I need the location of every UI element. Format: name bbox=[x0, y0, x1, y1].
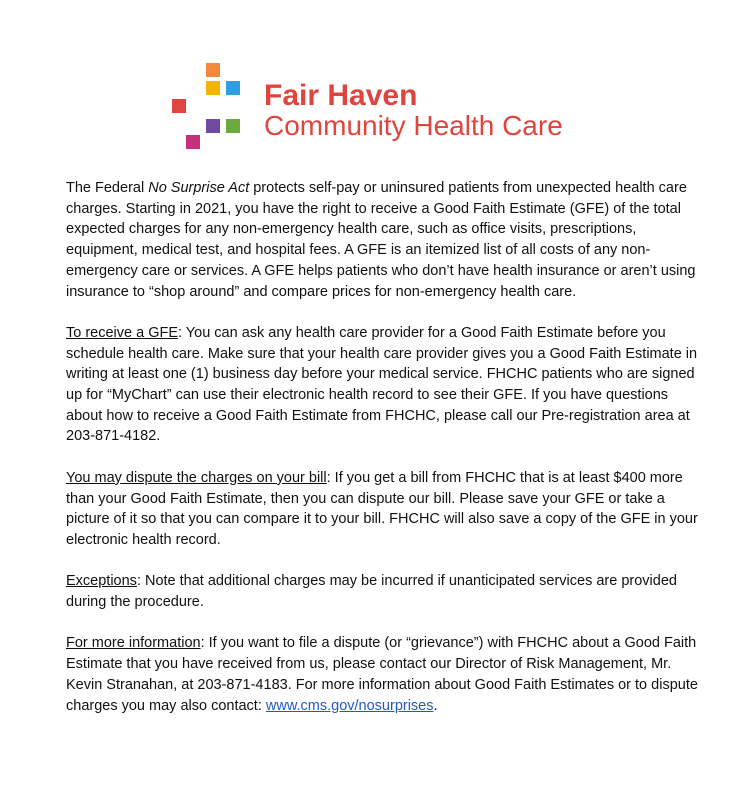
logo-square-purple bbox=[206, 119, 220, 133]
exceptions-heading: Exceptions bbox=[66, 573, 137, 590]
exceptions-text: : Note that additional charges may be incurred if unanticipated services are provided during the procedure. bbox=[66, 573, 677, 611]
logo-square-red bbox=[172, 99, 186, 113]
logo-subtitle: Community Health Care bbox=[264, 110, 563, 141]
more-info-end: . bbox=[433, 697, 438, 714]
logo-square-magenta bbox=[186, 135, 200, 149]
logo-square-green bbox=[226, 119, 240, 133]
intro-paragraph bbox=[66, 178, 706, 302]
cms-link[interactable]: www.cms.gov/nosurprises bbox=[265, 697, 434, 714]
dispute-paragraph bbox=[66, 468, 706, 551]
dispute-text: : If you get a bill from FHCHC that is at least $400 more than your Good Faith Estimate, then you can dispute our bill. Please save your GFE or take a picture of it so that you can compare it to your bill. FHCHC will also save a copy of the GFE in your electronic health record. bbox=[66, 469, 698, 548]
document-body bbox=[66, 178, 706, 737]
intro-text-2: protects self-pay or uninsured patients from unexpected health care charges. Starting in 2021, you have the right to receive a Good Faith Estimate (GFE) of the total expected charges for any non-emergency health care, such as office visits, prescriptions, equipment, medical test, and hospital fees. A GFE is an itemized list of all costs of any non-emergency care or services. A GFE helps patients who don’t have health insurance or aren’t using insurance to “shop around” and compare prices for non-emergency health care. bbox=[66, 180, 696, 300]
logo-square-orange bbox=[206, 63, 220, 77]
receive-heading: To receive a GFE bbox=[66, 324, 179, 341]
dispute-heading: You may dispute the charges on your bill bbox=[66, 469, 327, 486]
logo-square-yellow bbox=[206, 81, 220, 95]
logo-square-blue bbox=[226, 81, 240, 95]
logo-name: Fair Haven bbox=[264, 79, 418, 112]
receive-paragraph bbox=[66, 323, 706, 447]
intro-act-name: No Surprise Act bbox=[148, 180, 250, 196]
intro-text-1: The Federal bbox=[66, 180, 149, 196]
exceptions-paragraph bbox=[66, 571, 706, 612]
logo bbox=[172, 63, 602, 143]
more-info-heading: For more information bbox=[66, 635, 201, 652]
more-info-text: : If you want to file a dispute (or “grievance”) with FHCHC about a Good Faith Estimate that you have received from us, please contact our Director of Risk Management, Mr. Kevin Stranahan, at 203-871-4183. For more information about Good Faith Estimates or to dispute charges you may also contact: bbox=[66, 635, 698, 714]
receive-text: : You can ask any health care provider for a Good Faith Estimate before you schedule health care. Make sure that your health care provider gives you a Good Faith Estimate in writing at least one (1) business day before your medical service. FHCHC patients who are signed up for “MyChart” can use their electronic health record to see their GFE. If you have questions about how to receive a Good Faith Estimate from FHCHC, please call our Pre-registration area at 203-871-4182. bbox=[66, 324, 698, 445]
more-info-paragraph bbox=[66, 633, 706, 716]
